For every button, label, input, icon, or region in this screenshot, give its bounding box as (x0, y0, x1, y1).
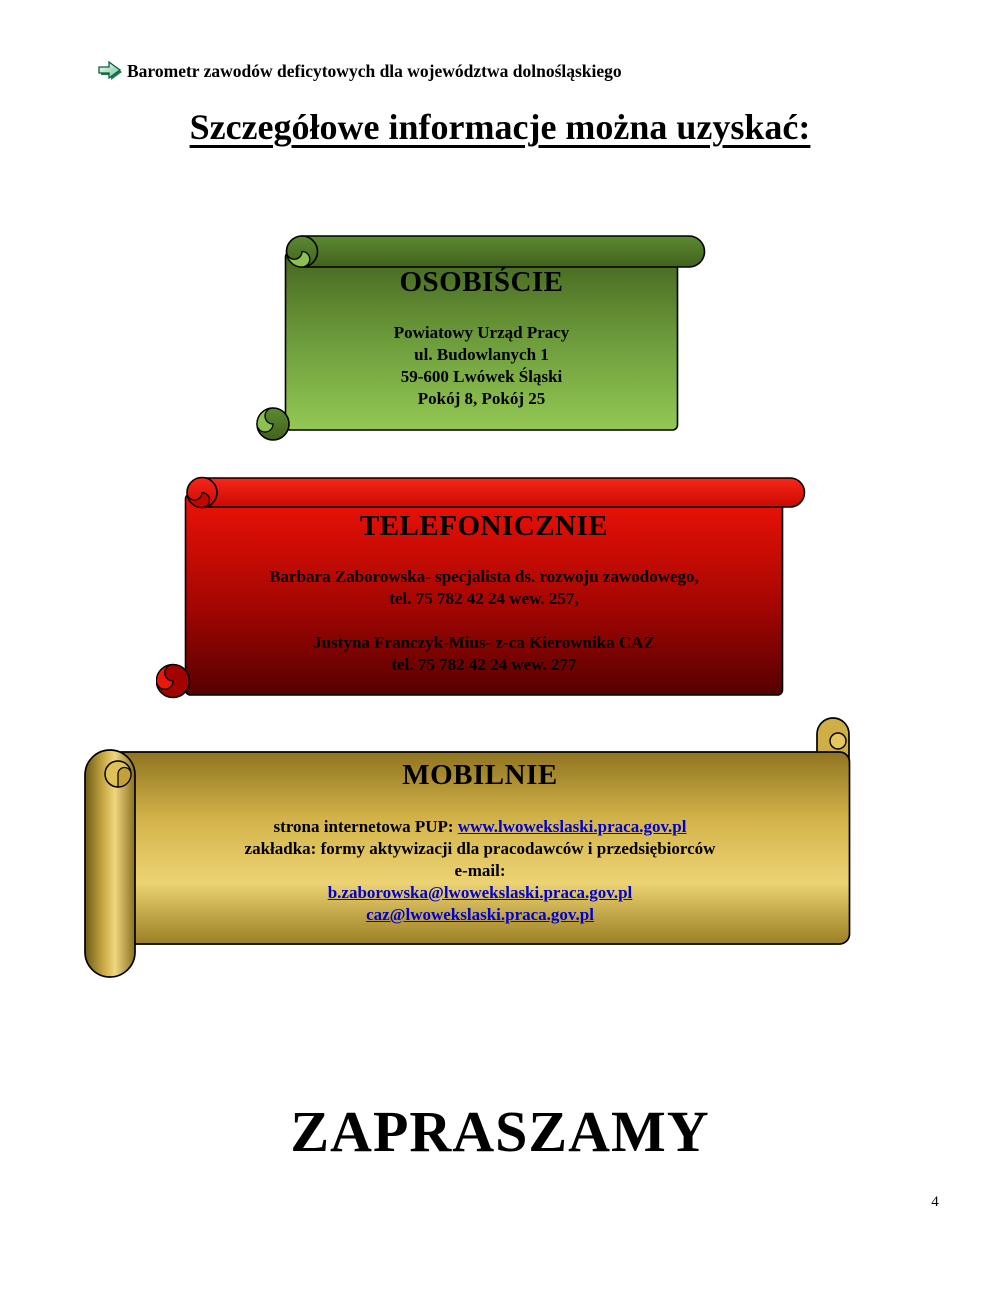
email-label: e-mail: (454, 861, 506, 880)
address-line: Powiatowy Urząd Pracy (393, 323, 570, 342)
contact-line: Barbara Zaborowska- specjalista ds. rozwoju zawodowego, (269, 567, 699, 586)
green-arrow-right-icon (96, 59, 124, 83)
page-number: 4 (931, 1194, 939, 1210)
banner-mobile-heading: MOBILNIE (402, 759, 558, 791)
banner-personal-heading: OSOBIŚCIE (399, 266, 564, 298)
website-link[interactable]: www.lwowekslaski.praca.gov.pl (457, 817, 687, 836)
email-line (110, 882, 850, 904)
address-line: ul. Budowlanych 1 (414, 345, 549, 364)
banner-personal (256, 234, 708, 446)
website-line (110, 816, 850, 838)
banner-phone (156, 474, 828, 714)
contact-line: tel. 75 782 42 24 wew. 277 (391, 655, 577, 674)
blank-line (185, 610, 783, 632)
email-link-zaborowska[interactable]: b.zaborowska@lwowekslaski.praca.gov.pl (327, 883, 633, 902)
banner-personal-lines (285, 322, 678, 410)
contact-line: Justyna Franczyk-Mius- z-ca Kierownika CAZ (313, 633, 655, 652)
page-title: Szczegółowe informacje można uzyskać: (189, 107, 811, 147)
banner-phone-heading: TELEFONICZNIE (359, 510, 609, 542)
website-label: strona internetowa PUP: (273, 817, 458, 836)
contact-line: tel. 75 782 42 24 wew. 257, (389, 589, 579, 608)
email-line (110, 904, 850, 926)
address-line: Pokój 8, Pokój 25 (417, 389, 546, 408)
banner-phone-lines (185, 566, 783, 676)
closing-word: ZAPRASZAMY (290, 1099, 710, 1164)
address-line: 59-600 Lwówek Śląski (400, 367, 563, 386)
tab-info-line: zakładka: formy aktywizacji dla pracodawców i przedsiębiorców (244, 839, 716, 858)
banner-mobile-lines (110, 816, 850, 926)
banner-mobile (80, 712, 860, 984)
email-link-caz[interactable]: caz@lwowekslaski.praca.gov.pl (366, 905, 594, 924)
header-text: Barometr zawodów deficytowych dla województwa dolnośląskiego (127, 61, 622, 81)
